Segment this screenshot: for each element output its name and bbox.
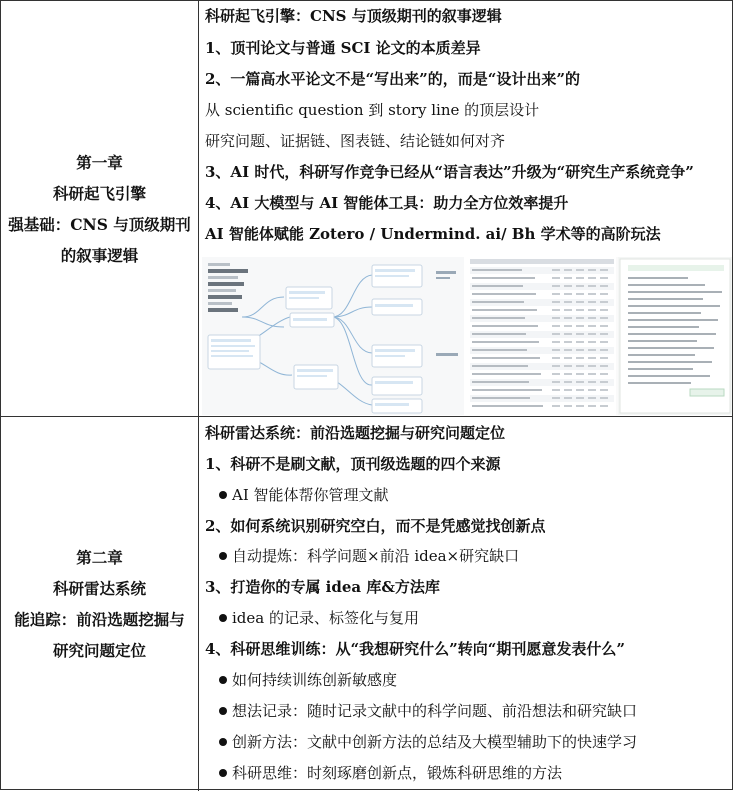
bullet-dot-icon <box>219 491 227 499</box>
chapter-2-content-cell <box>199 417 732 791</box>
chapter-2-item-3: 3、打造你的专属 idea 库&方法库 <box>205 578 440 596</box>
chapter-1-label-cell <box>1 1 199 416</box>
chapter-1-item-2-sub-2: 研究问题、证据链、图表链、结论链如何对齐 <box>205 132 506 150</box>
chapter-1-item-2: 2、一篇高水平论文不是“写出来”的，而是“设计出来”的 <box>205 70 580 88</box>
chapter-1-item-1: 1、顶刊论文与普通 SCI 论文的本质差异 <box>205 39 481 57</box>
literature-table-illustration <box>468 257 732 415</box>
chapter-2-item-1-bullet-1: AI 智能体帮你管理文献 <box>219 485 389 505</box>
chapter-1-name: 科研起飞引擎 <box>52 183 146 203</box>
chapter-1-content-cell <box>199 1 732 416</box>
chapter-1-item-2-sub-1: 从 scientific question 到 story line 的顶层设计 <box>205 101 540 119</box>
chapter-2-item-4-bullet-3: 创新方法：文献中创新方法的总结及大模型辅助下的快速学习 <box>219 732 637 752</box>
bullet-dot-icon <box>219 552 227 560</box>
chapter-2-item-4-bullet-2: 想法记录：随时记录文献中的科学问题、前沿想法和研究缺口 <box>219 701 637 721</box>
bullet-dot-icon <box>219 769 227 777</box>
mindmap-screenshot <box>202 257 464 415</box>
chapter-2-subtitle-line2: 研究问题定位 <box>52 641 146 660</box>
chapter-2-item-4: 4、科研思维训练：从“我想研究什么”转向“期刊愿意发表什么” <box>205 640 625 658</box>
chapter-2-label-cell <box>1 417 199 791</box>
screenshot-strip <box>202 257 732 415</box>
chapter-2-item-1: 1、科研不是刷文献，顶刊级选题的四个来源 <box>205 455 501 473</box>
chapter-row-2 <box>1 417 732 791</box>
chapter-1-item-3: 3、AI 时代，科研写作竞争已经从“语言表达”升级为“研究生产系统竞争” <box>205 163 694 181</box>
chapter-2-subtitle-line1: 能追踪：前沿选题挖掘与 <box>14 610 185 629</box>
chapter-1-item-4-sub: AI 智能体赋能 Zotero / Undermind. ai/ Bh 学术等的高阶玩法 <box>205 225 661 243</box>
mindmap-illustration <box>202 257 464 415</box>
bullet-dot-icon <box>219 738 227 746</box>
chapter-1-title: 科研起飞引擎：CNS 与顶级期刊的叙事逻辑 <box>205 7 502 25</box>
chapter-2-item-2: 2、如何系统识别研究空白，而不是凭感觉找创新点 <box>205 517 546 535</box>
chapter-2-item-2-bullet-1: 自动提炼：科学问题×前沿 idea×研究缺口 <box>219 546 519 566</box>
chapter-row-1 <box>1 1 732 417</box>
chapter-2-title: 科研雷达系统：前沿选题挖掘与研究问题定位 <box>205 424 506 442</box>
chapter-2-name: 科研雷达系统 <box>52 579 146 598</box>
chapter-1-subtitle-line2: 的叙事逻辑 <box>60 245 139 265</box>
bullet-dot-icon <box>219 676 227 684</box>
literature-table-screenshot <box>468 257 732 415</box>
chapter-2-item-3-bullet-1: idea 的记录、标签化与复用 <box>219 608 419 628</box>
bullet-dot-icon <box>219 614 227 622</box>
chapter-1-subtitle-line1: 强基础：CNS 与顶级期刊 <box>8 214 191 234</box>
chapter-1-item-4: 4、AI 大模型与 AI 智能体工具：助力全方位效率提升 <box>205 194 569 212</box>
bullet-dot-icon <box>219 707 227 715</box>
chapter-2-number: 第二章 <box>76 548 123 567</box>
chapter-2-item-4-bullet-4: 科研思维：时刻琢磨创新点，锻炼科研思维的方法 <box>219 763 562 783</box>
chapter-1-number: 第一章 <box>76 152 123 172</box>
chapter-2-item-4-bullet-1: 如何持续训练创新敏感度 <box>219 670 397 690</box>
